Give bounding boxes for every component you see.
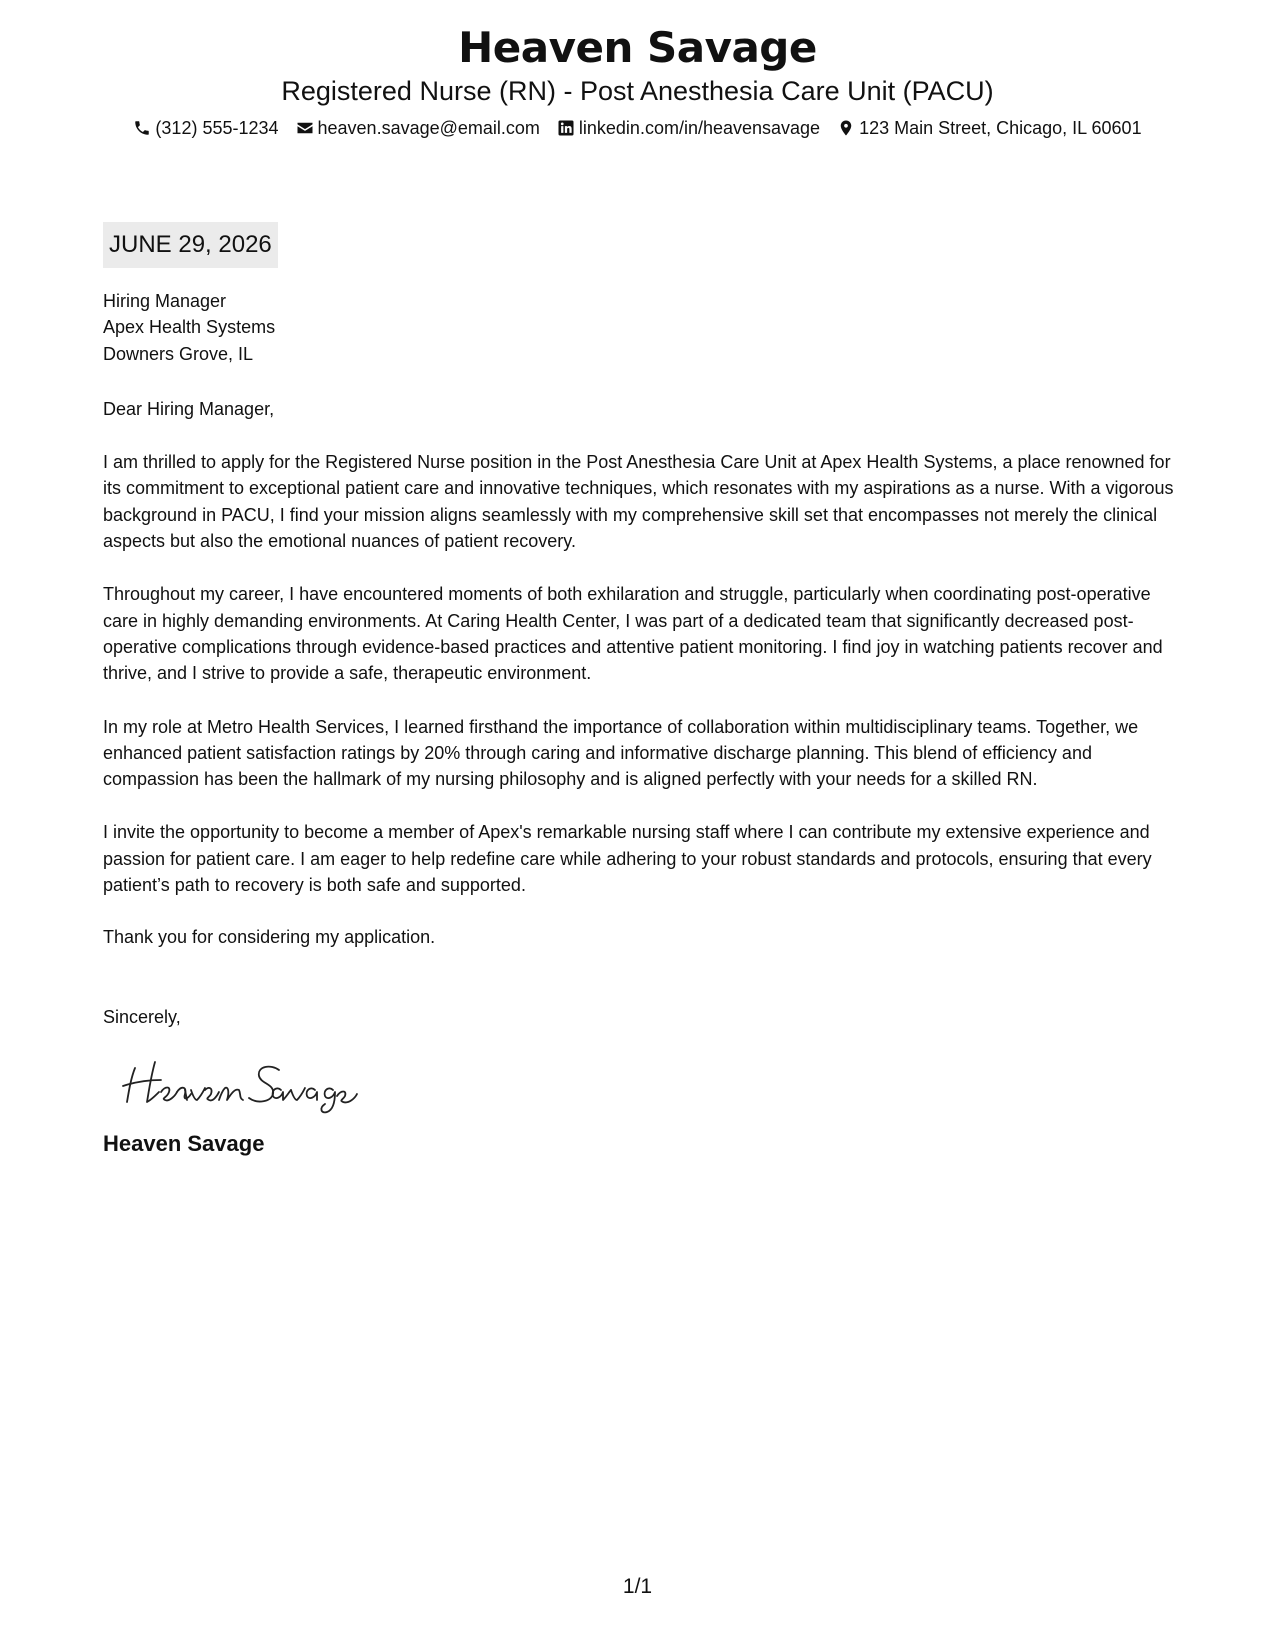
salutation: Dear Hiring Manager, bbox=[103, 398, 275, 419]
contact-phone bbox=[133, 116, 278, 140]
closing-thanks: Thank you for considering my application. bbox=[103, 927, 436, 948]
phone-number: (312) 555-1234 bbox=[155, 118, 279, 138]
linkedin-icon bbox=[557, 119, 575, 137]
letter-date: JUNE 29, 2026 bbox=[103, 222, 278, 268]
page-number: 1/1 bbox=[622, 1575, 653, 1598]
paragraph: In my role at Metro Health Services, I learned firsthand the importance of collaboration within multidisciplinary teams. Together, we enhanced patient satisfaction ratings by 20% through caring and informative discharge planning. This blend of efficiency and compassion has been the hallmark of my nursing philosophy and is aligned perfectly with your needs for a skilled RN. bbox=[103, 716, 1139, 790]
contact-linkedin bbox=[557, 116, 820, 140]
job-title: Registered Nurse (RN) - Post Anesthesia Care Unit (PACU) bbox=[281, 76, 994, 106]
envelope-icon bbox=[296, 119, 314, 137]
signoff: Sincerely, bbox=[103, 1006, 181, 1027]
recipient-company: Apex Health Systems bbox=[103, 317, 276, 338]
email-address: heaven.savage@email.com bbox=[317, 118, 540, 138]
paragraph: Throughout my career, I have encountered moments of both exhilaration and struggle, particularly when coordinating post-operative care in highly demanding environments. At Caring Health Center, I was part of a dedicated team that significantly decreased post-operative complications through evidence-based practices and attentive patient monitoring. I find joy in watching patients recover and thrive, and I strive to provide a safe, therapeutic environment. bbox=[103, 584, 1163, 684]
contact-address bbox=[837, 116, 1142, 140]
recipient-block bbox=[103, 288, 1178, 367]
paragraph: I invite the opportunity to become a member of Apex's remarkable nursing staff where I can contribute my extensive experience and passion for patient care. I am eager to help redefine care while adhering to your robust standards and protocols, ensuring that every patient’s path to recovery is both safe and supported. bbox=[103, 822, 1152, 896]
signer-name: Heaven Savage bbox=[103, 1130, 265, 1156]
recipient-location: Downers Grove, IL bbox=[103, 343, 254, 364]
contact-bar bbox=[0, 116, 1275, 140]
recipient-title: Hiring Manager bbox=[103, 291, 227, 311]
paragraph: I am thrilled to apply for the Registered Nurse position in the Post Anesthesia Care Unit at Apex Health Systems, a place renowned for its commitment to exceptional patient care and innovative techniques, which resonates with my aspirations as a nurse. With a vigorous background in PACU, I find your mission aligns seamlessly with my comprehensive skill set that encompasses not merely the clinical aspects but also the emotional nuances of patient recovery. bbox=[103, 452, 1174, 552]
applicant-name: Heaven Savage bbox=[458, 23, 817, 72]
letter-header bbox=[0, 22, 1275, 140]
phone-icon bbox=[133, 119, 151, 137]
street-address: 123 Main Street, Chicago, IL 60601 bbox=[859, 118, 1142, 138]
map-pin-icon bbox=[837, 119, 855, 137]
linkedin-url: linkedin.com/in/heavensavage bbox=[578, 118, 821, 138]
letter-body bbox=[103, 288, 1178, 1158]
handwritten-signature bbox=[121, 1056, 361, 1114]
contact-email bbox=[296, 116, 540, 140]
